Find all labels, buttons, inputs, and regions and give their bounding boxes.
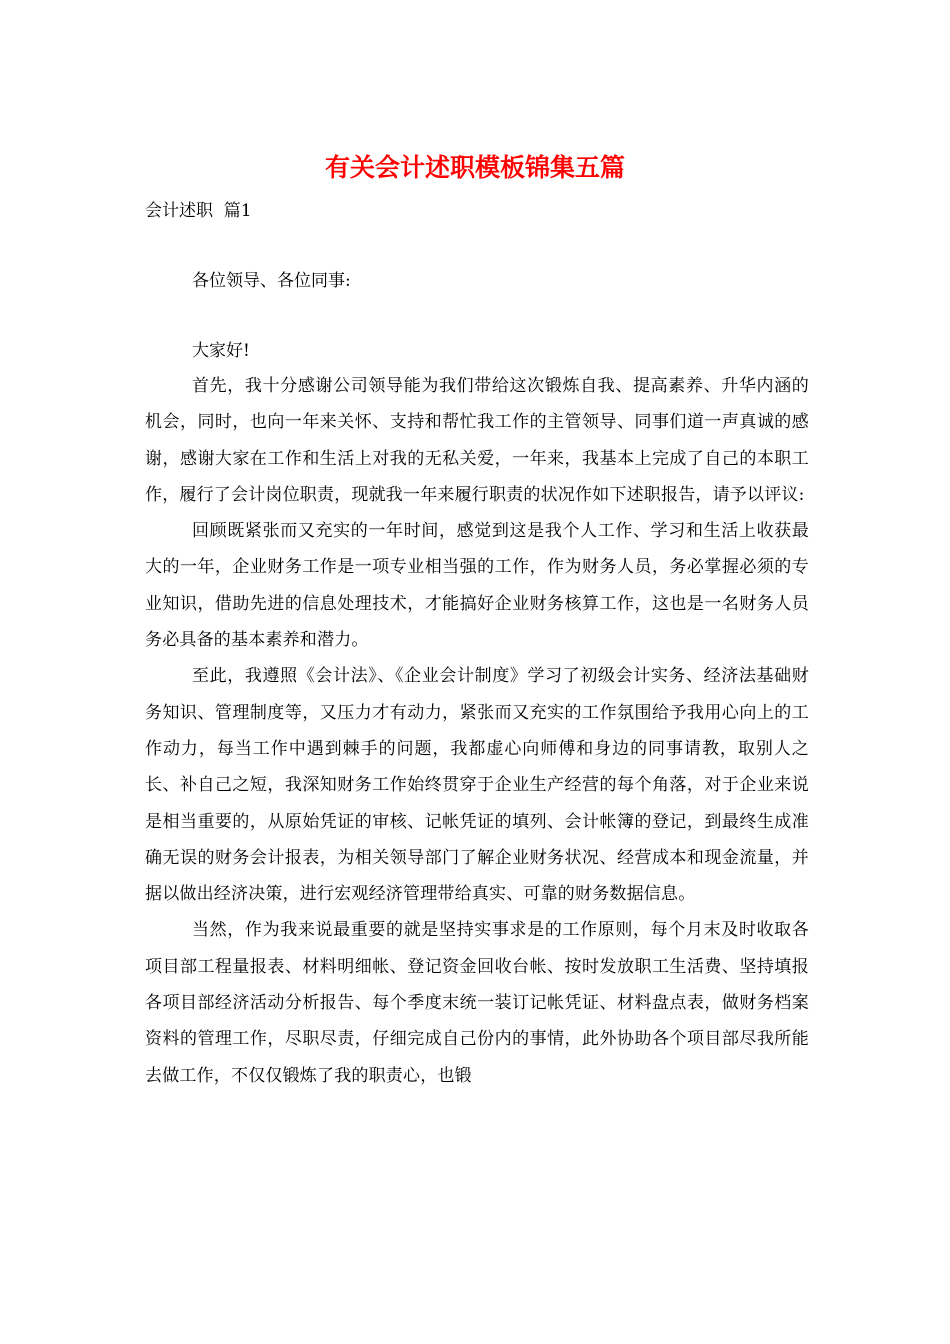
salutation: 各位领导、各位同事: [192,271,351,291]
paragraph: 当然，作为我来说最重要的就是坚持实事求是的工作原则，每个月末及时收取各项目部工程量报表、材料明细帐、登记资金回收台帐、按时发放职工生活费、坚持填报各项目部经济活动分析报告、每个季度末统一装订记帐凭证、材料盘点表，做财务档案资料的管理工作，尽职尽责，仔细完成自己份内的事情，此外协助各个项目部尽我所能去做工作，不仅仅锻炼了我的职责心，也锻 [145,920,809,1086]
paragraph: 回顾既紧张而又充实的一年时间，感觉到这是我个人工作、学习和生活上收获最大的一年，企业财务工作是一项专业相当强的工作，作为财务人员，务必掌握必须的专业知识，借助先进的信息处理技术，才能搞好企业财务核算工作，这也是一名财务人员务必具备的基本素养和潜力。 [145,521,809,651]
greeting: 大家好! [192,341,250,361]
document-title: 有关会计述职模板锦集五篇 [324,153,625,182]
paragraph: 至此，我遵照《会计法》、《企业会计制度》学习了初级会计实务、经济法基础财务知识、管理制度等，又压力才有动力，紧张而又充实的工作氛围给予我用心向上的工作动力，每当工作中遇到棘手的问题，我都虚心向师傅和身边的同事请教，取别人之长、补自己之短，我深知财务工作始终贯穿于企业生产经营的每个角落，对于企业来说是相当重要的，从原始凭证的审核、记帐凭证的填列、会计帐簿的登记，到最终生成准确无误的财务会计报表，为相关领导部门了解企业财务状况、经营成本和现金流量，并据以做出经济决策，进行宏观经济管理带给真实、可靠的财务数据信息。 [145,666,809,905]
body-text [145,368,809,1094]
section-label: 会计述职 篇1 [145,201,252,221]
paragraph: 首先，我十分感谢公司领导能为我们带给这次锻炼自我、提高素养、升华内涵的机会，同时，也向一年来关怀、支持和帮忙我工作的主管领导、同事们道一声真诚的感谢，感谢大家在工作和生活上对我的无私关爱，一年来，我基本上完成了自己的本职工作，履行了会计岗位职责，现就我一年来履行职责的状况作如下述职报告，请予以评议: [145,376,809,505]
